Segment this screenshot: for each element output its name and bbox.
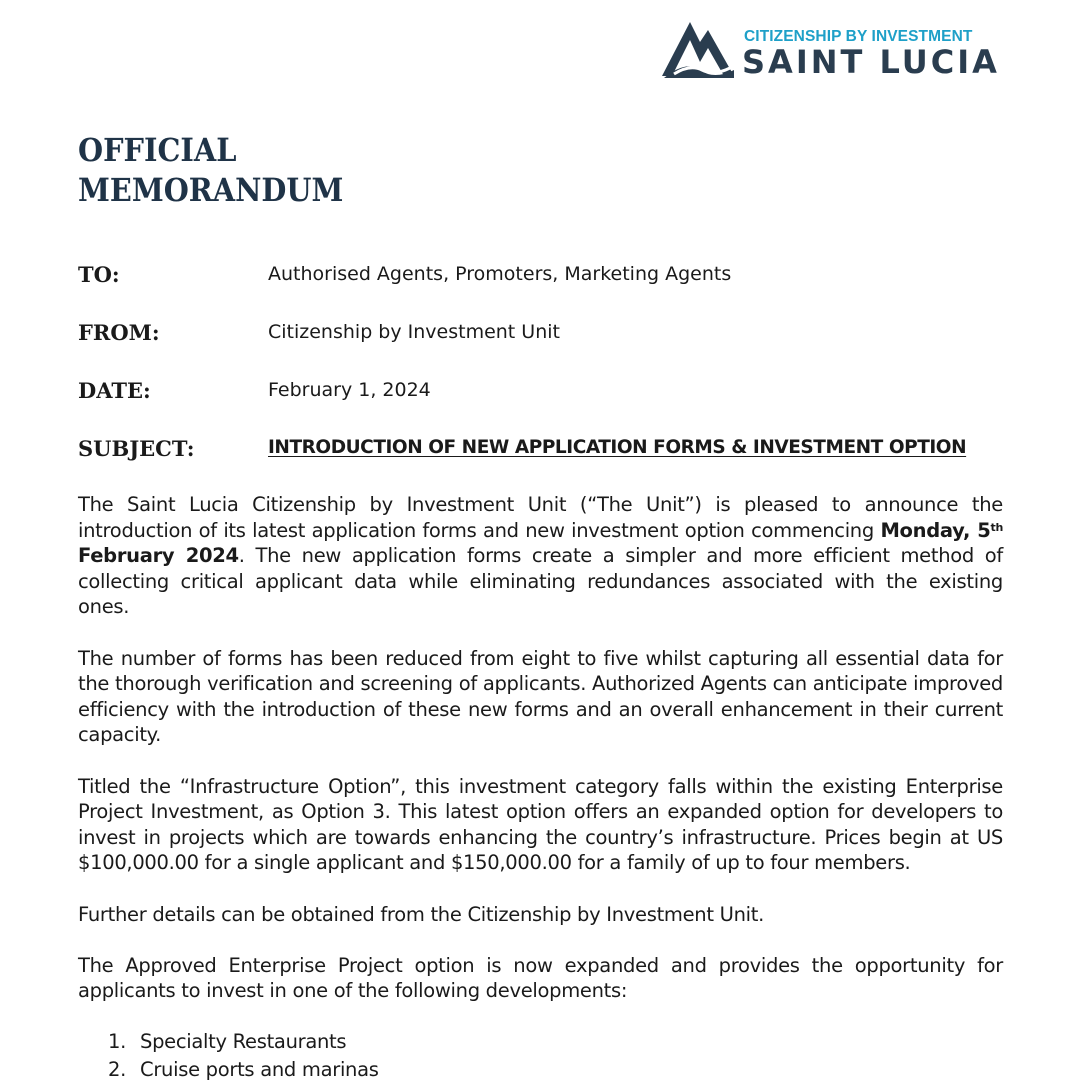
- list-item-number: 2.: [108, 1058, 127, 1082]
- memo-body: [78, 492, 1003, 1085]
- to-field: [78, 262, 1018, 292]
- logo-name: SAINT LUCIA: [742, 43, 1000, 81]
- memo-title: [78, 130, 343, 210]
- paragraph-1-sup: th: [990, 520, 1003, 534]
- paragraph-4: Further details can be obtained from the Citizenship by Investment Unit.: [78, 902, 764, 926]
- paragraph-1-bold-a: Monday, 5: [880, 518, 991, 542]
- list-item: [78, 1057, 1003, 1085]
- mountain-logo-icon: [660, 16, 736, 82]
- date-field: [78, 378, 1018, 408]
- paragraph-1-bold-b: February 2024: [78, 544, 239, 568]
- memo-title-line-1: OFFICIAL: [78, 131, 237, 169]
- from-label: FROM:: [78, 320, 160, 345]
- list-item: [78, 1029, 1003, 1057]
- date-value: February 1, 2024: [268, 379, 431, 401]
- paragraph-2: The number of forms has been reduced from eight to five whilst capturing all essential data for the thorough verification and screening of applicants. Authorized Agents can anticipate improved efficiency with the introduction of these new forms and an overall enhancement in their current capacity.: [78, 646, 1003, 747]
- list-item-text: Cruise ports and marinas: [140, 1058, 379, 1082]
- saint-lucia-cbi-logo: [660, 14, 1000, 84]
- memo-title-line-2: MEMORANDUM: [78, 171, 344, 209]
- paragraph-1-text-b: . The new application forms create a simpler and more efficient method of collecting critical applicant data while eliminating redundances associated with the existing ones.: [78, 544, 1003, 619]
- subject-label: SUBJECT:: [78, 436, 195, 461]
- to-label: TO:: [78, 262, 120, 287]
- paragraph-1: [78, 492, 1003, 620]
- date-label: DATE:: [78, 378, 151, 403]
- logo-tagline: CITIZENSHIP BY INVESTMENT: [744, 28, 973, 45]
- developments-list: [78, 1029, 1003, 1085]
- subject-value: INTRODUCTION OF NEW APPLICATION FORMS & INVESTMENT OPTION: [268, 437, 967, 458]
- from-field: [78, 320, 1018, 350]
- paragraph-1-text-a: The Saint Lucia Citizenship by Investment Unit (“The Unit”) is pleased to announce the introduction of its latest application forms and new investment option commencing: [78, 493, 1003, 542]
- paragraph-3: Titled the “Infrastructure Option”, this investment category falls within the existing Enterprise Project Investment, as Option 3. This latest option offers an expanded option for developers to invest in projects which are towards enhancing the country’s infrastructure. Prices begin at US $100,000.00 for a single applicant and $150,000.00 for a family of up to four members.: [78, 774, 1003, 875]
- list-item-number: 1.: [108, 1030, 127, 1054]
- subject-field: [78, 436, 1018, 466]
- list-item-text: Specialty Restaurants: [140, 1030, 347, 1054]
- paragraph-5: The Approved Enterprise Project option is now expanded and provides the opportunity for applicants to invest in one of the following developments:: [78, 953, 1003, 1003]
- to-value: Authorised Agents, Promoters, Marketing Agents: [268, 263, 732, 285]
- from-value: Citizenship by Investment Unit: [268, 321, 560, 343]
